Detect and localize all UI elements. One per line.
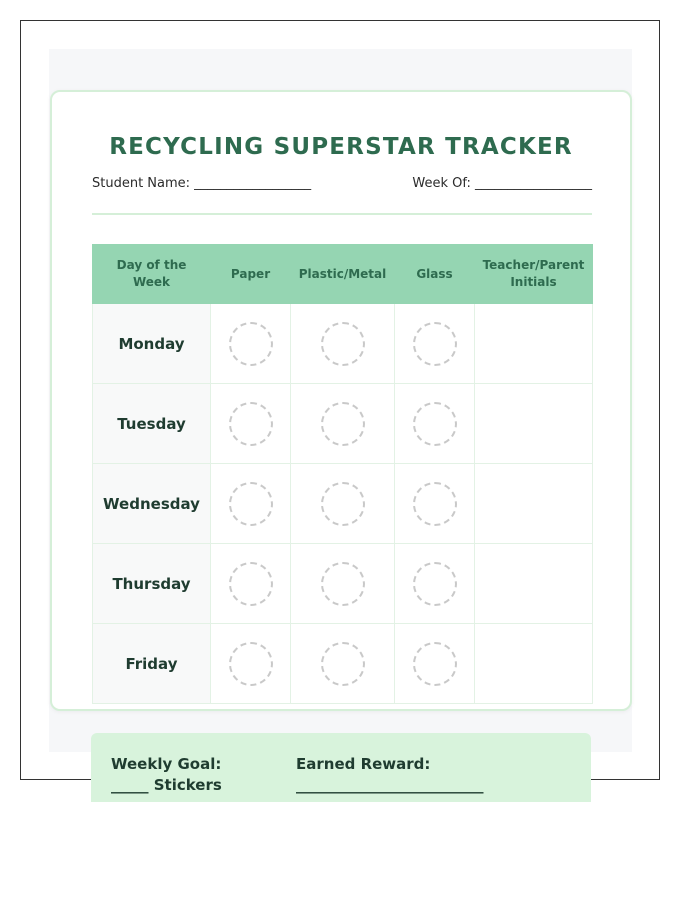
paper-cell[interactable] bbox=[211, 544, 291, 624]
column-header-paper: Paper bbox=[211, 245, 291, 304]
glass-cell[interactable] bbox=[395, 464, 475, 544]
sticker-circle-icon[interactable] bbox=[229, 562, 273, 606]
sticker-circle-icon[interactable] bbox=[413, 322, 457, 366]
paper-cell[interactable] bbox=[211, 304, 291, 384]
plastic-metal-cell[interactable] bbox=[291, 304, 395, 384]
column-header-initials: Teacher/Parent Initials bbox=[475, 245, 593, 304]
table-header-row bbox=[93, 245, 593, 304]
earned-reward-label: Earned Reward: _________________________ bbox=[296, 755, 484, 794]
sticker-circle-icon[interactable] bbox=[229, 642, 273, 686]
sticker-circle-icon[interactable] bbox=[229, 402, 273, 446]
sticker-circle-icon[interactable] bbox=[321, 322, 365, 366]
sticker-circle-icon[interactable] bbox=[321, 482, 365, 526]
plastic-metal-cell[interactable] bbox=[291, 544, 395, 624]
day-cell: Tuesday bbox=[93, 384, 211, 464]
plastic-metal-cell[interactable] bbox=[291, 624, 395, 704]
table-row bbox=[93, 464, 593, 544]
glass-cell[interactable] bbox=[395, 384, 475, 464]
info-row bbox=[92, 176, 592, 196]
table-row bbox=[93, 384, 593, 464]
day-cell: Friday bbox=[93, 624, 211, 704]
glass-cell[interactable] bbox=[395, 544, 475, 624]
tracker-table bbox=[92, 244, 593, 704]
day-cell: Thursday bbox=[93, 544, 211, 624]
column-header-glass: Glass bbox=[395, 245, 475, 304]
plastic-metal-cell[interactable] bbox=[291, 384, 395, 464]
student-name-field[interactable]: Student Name: __________________ bbox=[92, 176, 312, 191]
divider bbox=[92, 213, 592, 215]
sticker-circle-icon[interactable] bbox=[321, 562, 365, 606]
sticker-circle-icon[interactable] bbox=[229, 322, 273, 366]
sticker-circle-icon[interactable] bbox=[229, 482, 273, 526]
column-header-plastic-metal: Plastic/Metal bbox=[291, 245, 395, 304]
sticker-circle-icon[interactable] bbox=[413, 562, 457, 606]
tracker-card bbox=[50, 90, 632, 711]
column-header-day: Day of the Week bbox=[93, 245, 211, 304]
page-title: RECYCLING SUPERSTAR TRACKER bbox=[109, 134, 573, 160]
day-cell: Monday bbox=[93, 304, 211, 384]
initials-cell[interactable] bbox=[475, 624, 593, 704]
table-row bbox=[93, 544, 593, 624]
initials-cell[interactable] bbox=[475, 304, 593, 384]
sticker-circle-icon[interactable] bbox=[413, 642, 457, 686]
table-row bbox=[93, 624, 593, 704]
week-of-field[interactable]: Week Of: __________________ bbox=[412, 176, 592, 191]
sticker-circle-icon[interactable] bbox=[321, 402, 365, 446]
glass-cell[interactable] bbox=[395, 624, 475, 704]
paper-cell[interactable] bbox=[211, 464, 291, 544]
initials-cell[interactable] bbox=[475, 464, 593, 544]
plastic-metal-cell[interactable] bbox=[291, 464, 395, 544]
weekly-goal-box bbox=[91, 733, 591, 802]
sticker-circle-icon[interactable] bbox=[321, 642, 365, 686]
glass-cell[interactable] bbox=[395, 304, 475, 384]
sticker-circle-icon[interactable] bbox=[413, 482, 457, 526]
paper-cell[interactable] bbox=[211, 384, 291, 464]
initials-cell[interactable] bbox=[475, 544, 593, 624]
paper-cell[interactable] bbox=[211, 624, 291, 704]
sticker-circle-icon[interactable] bbox=[413, 402, 457, 446]
initials-cell[interactable] bbox=[475, 384, 593, 464]
weekly-goal-label: Weekly Goal: _____ Stickers bbox=[111, 755, 222, 794]
table-row bbox=[93, 304, 593, 384]
day-cell: Wednesday bbox=[93, 464, 211, 544]
